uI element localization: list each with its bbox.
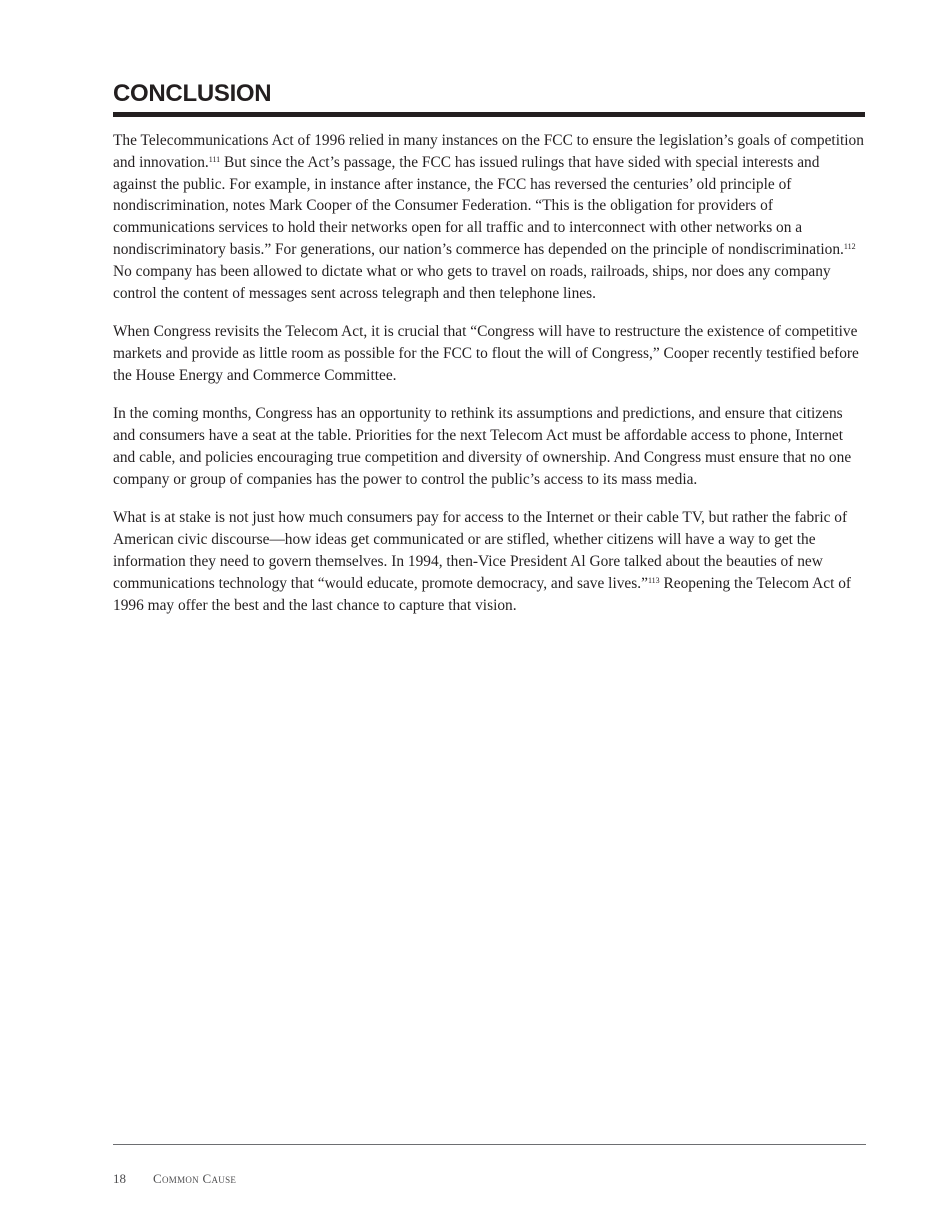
paragraph-text: Reopening the Telecom Act of 1996 may offer the best and the last chance to capture that vision. <box>113 574 852 614</box>
footnote-ref-112: 112 <box>843 241 856 251</box>
paragraph-text: But since the Act’s passage, the FCC has issued rulings that have sided with special interests and against the public. For example, in instance after instance, the FCC has reversed the centuries’ old principle of nondiscrimination, notes Mark Cooper of the Consumer Federation. “This is the obligation for providers of communications services to hold their networks open for all traffic and to interconnect with other networks on a nondiscriminatory basis.” For generations, our nation’s commerce has depended on the principle of nondiscrimination. <box>113 153 844 258</box>
paragraph-text: What is at stake is not just how much consumers pay for access to the Internet or their cable TV, but rather the fabric of American civic discourse—how ideas get communicated or are stifled, whether citizens will have a way to get the information they need to govern themselves. In 1994, then-Vice President Al Gore talked about the beauties of new communications technology that “would educate, promote democracy, and save lives.” <box>113 509 848 592</box>
paragraph-1 <box>113 130 865 304</box>
page-footer <box>113 1171 236 1187</box>
paragraph-4 <box>113 507 865 616</box>
page-number: 18 <box>113 1171 126 1186</box>
paragraph-text: No company has been allowed to dictate what or who gets to travel on roads, railroads, ships, nor does any company control the content of messages sent across telegraph and then telephone lines. <box>113 262 831 302</box>
paragraph-3: In the coming months, Congress has an opportunity to rethink its assumptions and predictions, and ensure that citizens and consumers have a seat at the table. Priorities for the next Telecom Act must be affordable access to phone, Internet and cable, and policies encouraging true competition and diversity of ownership. And Congress must ensure that no one company or group of companies has the power to control the public’s access to its mass media. <box>113 405 852 488</box>
section-heading: CONCLUSION <box>113 80 272 107</box>
heading-rule <box>113 112 865 117</box>
paragraph-2: When Congress revisits the Telecom Act, it is crucial that “Congress will have to restructure the existence of competitive markets and provide as little room as possible for the FCC to flout the will of Congress,” Cooper recently testified before the House Energy and Commerce Committee. <box>113 323 859 384</box>
footnote-ref-113: 113 <box>647 575 660 585</box>
publisher-name: Common Cause <box>153 1171 237 1186</box>
paragraph-text: The Telecommunications Act of 1996 relied in many instances on the FCC to ensure the legislation’s goals of competition and innovation. <box>113 132 864 171</box>
body-text <box>113 130 865 633</box>
footnote-ref-111: 111 <box>208 154 221 164</box>
footer-rule <box>113 1144 866 1145</box>
